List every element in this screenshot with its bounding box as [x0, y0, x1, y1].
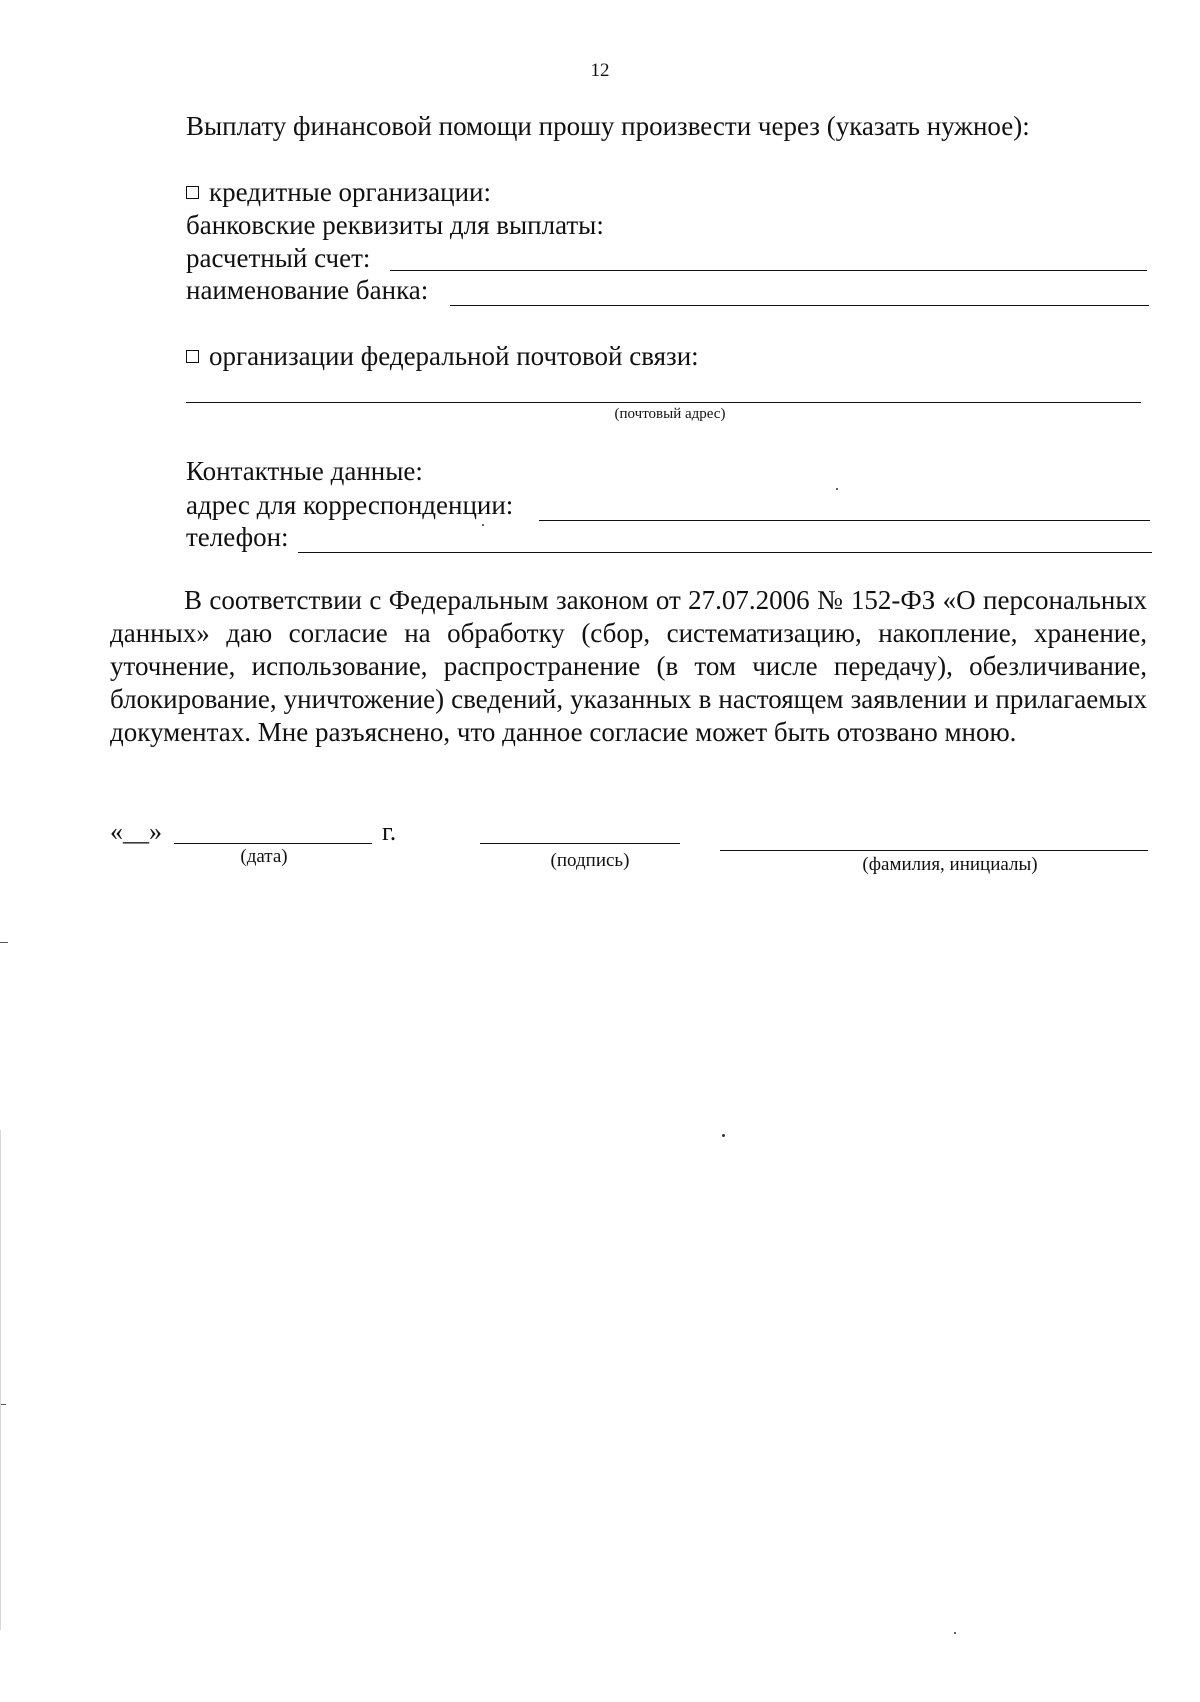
- date-field-line[interactable]: [174, 843, 372, 844]
- page-number: 12: [590, 60, 610, 81]
- postal-option-label: организации федеральной почтовой связи:: [209, 341, 699, 371]
- bank-name-field-line[interactable]: [450, 305, 1149, 306]
- account-field-line[interactable]: [390, 270, 1147, 271]
- scan-speck: [836, 488, 838, 490]
- credit-option: [186, 176, 491, 208]
- credit-option-label: кредитные организации:: [209, 177, 492, 207]
- signature-field-line[interactable]: [480, 843, 680, 844]
- account-label: расчетный счет:: [186, 243, 371, 273]
- correspondence-address-label: адрес для корреспонденции:: [186, 490, 514, 520]
- postal-address-caption: (почтовый адрес): [614, 406, 726, 422]
- date-caption: (дата): [240, 846, 288, 867]
- checkbox-icon[interactable]: [186, 186, 199, 199]
- correspondence-address-field-line[interactable]: [539, 520, 1150, 521]
- name-caption: (фамилия, инициалы): [862, 854, 1038, 875]
- postal-address-field-line[interactable]: [186, 402, 1141, 403]
- postal-option: [186, 340, 699, 372]
- scan-edge-shadow: [0, 1130, 1, 1630]
- bank-name-label: наименование банка:: [186, 275, 429, 305]
- checkbox-icon[interactable]: [186, 350, 199, 363]
- contacts-heading: Контактные данные:: [186, 456, 423, 486]
- scan-speck: [954, 1632, 956, 1634]
- year-suffix: г.: [382, 817, 397, 846]
- phone-label: телефон:: [186, 522, 289, 552]
- bank-details-label: банковские реквизиты для выплаты:: [186, 210, 604, 240]
- scan-speck: [722, 1134, 725, 1137]
- consent-text: В соответствии с Федеральным законом от 27.07.2006 № 152-ФЗ «О персональных данных» даю согласие на обработку (сбор, систематизацию, накопление, хранение, уточнение, использование, распространение (в том числе передачу), обезличивание, блокирование, уничтожение) сведений, указанных в настоящем заявлении и прилагаемых документах. Мне разъяснено, что данное согласие может быть отозвано мною.: [110, 585, 1147, 747]
- scan-edge-mark: [0, 942, 8, 943]
- scan-speck: [482, 524, 484, 526]
- name-field-line[interactable]: [720, 850, 1148, 851]
- phone-field-line[interactable]: [298, 552, 1152, 553]
- consent-paragraph: [110, 584, 1147, 749]
- payment-heading: Выплату финансовой помощи прошу произвести через (указать нужное):: [186, 111, 1030, 141]
- date-quotes: «__»: [110, 817, 162, 846]
- signature-caption: (подпись): [550, 850, 630, 871]
